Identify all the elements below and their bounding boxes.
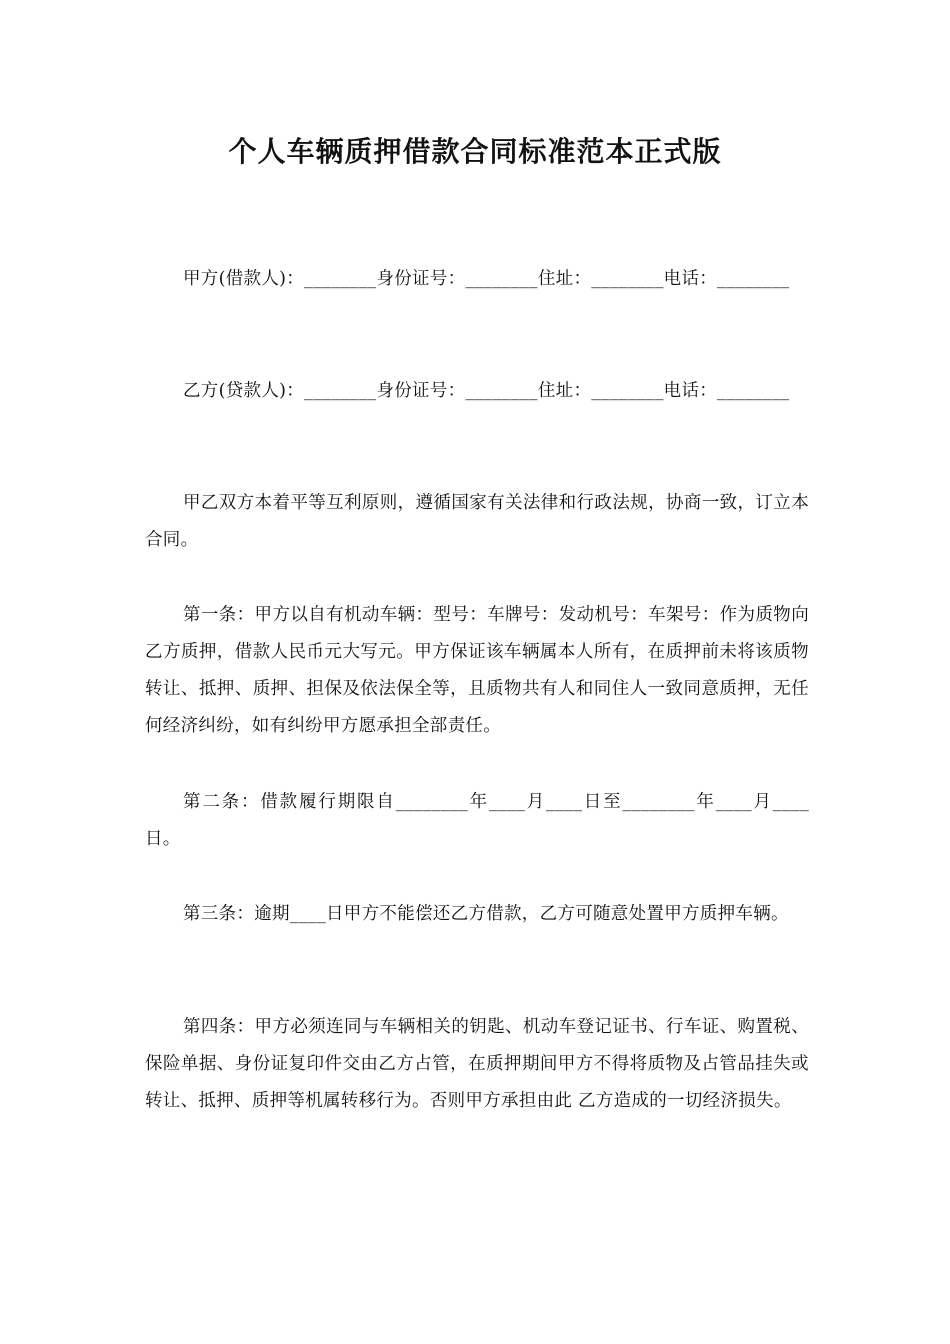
article-3-paragraph: 第三条：逾期____日甲方不能偿还乙方借款，乙方可随意处置甲方质押车辆。 [183,904,789,924]
document-title: 个人车辆质押借款合同标准范本正式版 [228,135,722,168]
article-4-paragraph: 第四条：甲方必须连同与车辆相关的钥匙、机动车登记证书、行车证、购置税、保险单据、身份证复印件交由乙方占管，在质押期间甲方不得将质物及占管品挂失或转让、抵押、质押等机属转移行为。否则甲方承担由此 乙方造成的一切经济损失。 [145,1017,809,1111]
preamble-paragraph: 甲乙双方本着平等互利原则，遵循国家有关法律和行政法规，协商一致，订立本合同。 [145,493,809,550]
party-b-info: 乙方(贷款人)：________身份证号：________住址：________电话：________ [183,381,790,401]
article-2-paragraph: 第二条：借款履行期限自________年____月____日至________年____月____日。 [145,792,809,849]
party-a-info: 甲方(借款人)：________身份证号：________住址：________电话：________ [183,269,790,289]
article-1-paragraph: 第一条：甲方以自有机动车辆：型号：车牌号：发动机号：车架号：作为质物向乙方质押，借款人民币元大写元。甲方保证该车辆属本人所有，在质押前未将该质物转让、抵押、质押、担保及依法保全等，且质物共有人和同住人一致同意质押，无任何经济纠纷，如有纠纷甲方愿承担全部责任。 [145,605,809,736]
